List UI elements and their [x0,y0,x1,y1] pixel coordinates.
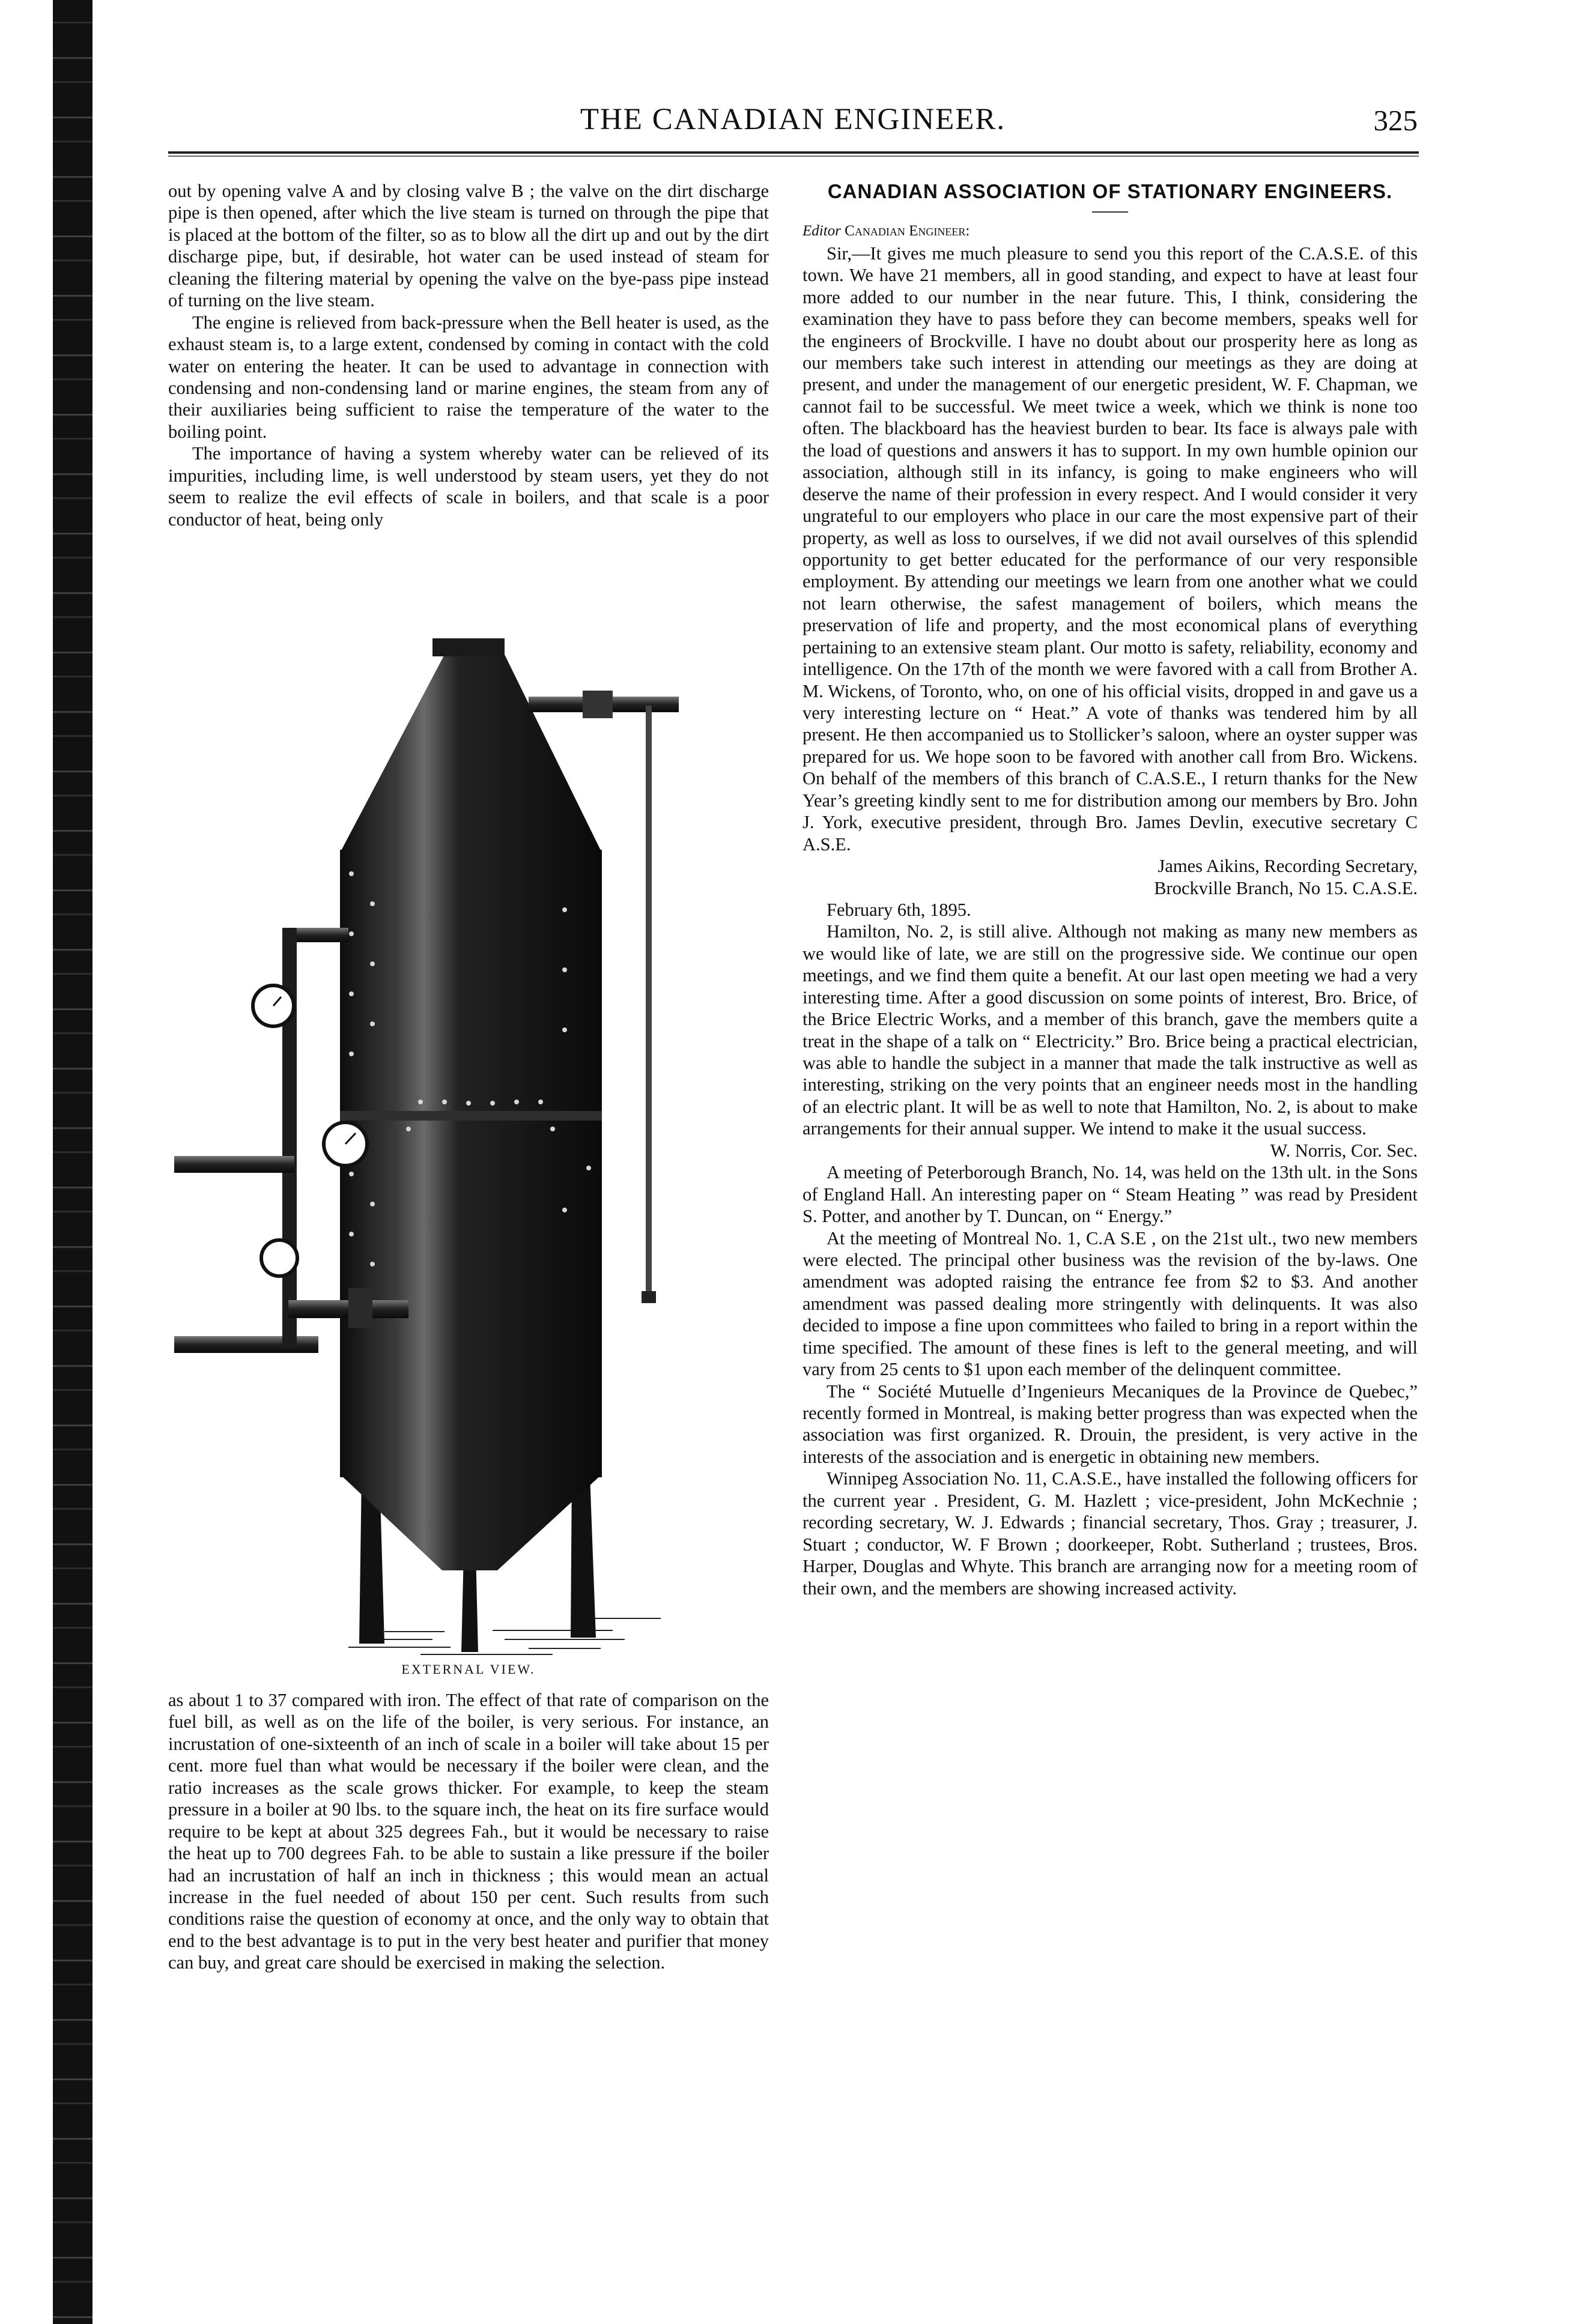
page-header [168,102,1418,150]
section-title: CANADIAN ASSOCIATION OF STATIONARY ENGINEERS. [827,180,1393,202]
paragraph: At the meeting of Montreal No. 1, C.A S.E , on the 21st ult., two new members were elected. The principal other business was the revision of the by-laws. One amendment was adopted raising the entrance fee from $2 to $3. And another amendment was passed dealing more stringently with delinquents. It was also decided to impose a fine upon committees who failed to bring in a report within the time specified. The amount of these fines is left to the general meeting, and will vary from 25 cents to $1 upon each member of the delinquent committee. [803,1227,1418,1380]
girth-seam [340,1111,602,1121]
left-column [168,180,769,1974]
figure-caption: EXTERNAL VIEW. [401,1661,536,1677]
letter-date: February 6th, 1895. [827,899,971,920]
paragraph: The “ Société Mutuelle d’Ingenieurs Mecaniques de la Province de Quebec,” recently formed in Montreal, is making better progress than was expected when the association was first organized. R. Drouin, the president, is very active in the interests of the association and is energetic in obtaining new members. [803,1381,1418,1467]
signature-recording-secretary: James Aikins, Recording Secretary, [1158,856,1418,877]
right-column [803,180,1418,1599]
page-number: 325 [1373,104,1418,137]
upper-valve [583,691,613,718]
gauge-rod-foot [642,1291,656,1303]
running-title: THE CANADIAN ENGINEER. [580,103,1006,136]
paragraph: The engine is relieved from back-pressure when the Bell heater is used, as the exhaust steam is, to a large extent, condensed by coming in contact with the cold water on entering the heater. It can be used to advantage in connection with condensing and non-condensing land or marine engines, the steam from any of their auxiliaries being sufficient to raise the temperature of the water to the boiling point. [168,312,769,442]
signature-branch: Brockville Branch, No 15. C.A.S.E. [1154,877,1418,898]
paragraph: Hamilton, No. 2, is still alive. Although not making as many new members as we would like of late, we are still on the progressive side. We continue our open meetings, and we find them quite a benefit. At our last open meeting we had a very interesting time. After a good discussion on some points of interest, Bro. Brice, of the Brice Electric Works, and a member of this branch, gave the members quite a treat in the shape of a talk on “ Electricity.” Bro. Brice being a practical electrician, was able to handle the subject in a manner that made the talk instructive as well as interesting, striking on the very points that an engineer needs most in the handling of an electric plant. It will be as well to note that Hamilton, No. 2, is about to make arrangements for their annual supper. We intend to make it the usual success. [803,921,1418,1139]
header-rule [168,151,1419,157]
book-binding-edge [53,0,93,2324]
top-flange [432,638,505,656]
title-rule [1092,211,1128,213]
tank-body [340,850,602,1477]
paragraph: as about 1 to 37 compared with iron. The effect of that rate of comparison on the fuel bill, as well as on the life of the boiler, is very serious. For instance, an incrustation of one-sixteenth of an inch of scale in a boiler will take about 15 per cent. more fuel than what would be necessary if the boiler were clean, and the ratio increases as the scale grows thicker. For example, to keep the steam pressure in a boiler at 90 lbs. to the square inch, the heat on its fire surface would require to be kept at about 325 degrees Fah., but it would be necessary to raise the heat up to 700 degrees Fah. to be able to sustain a like pressure if the boiler had an incrustation of half an inch in thickness ; this would mean an actual increase in the fuel needed of about 150 per cent. Such results from such conditions raise the question of economy at once, and the only way to obtain that end to the best advantage is to put in the very best heater and purifier that money can buy, and great care should be exercised in making the selection. [168,1690,769,1973]
signature-corresponding-secretary: W. Norris, Cor. Sec. [1270,1140,1418,1161]
paragraph: A meeting of Peterborough Branch, No. 14, was held on the 13th ult. in the Sons of England Hall. An interesting paper on “ Steam Heating ” was read by President S. Potter, and another by T. Duncan, on “ Energy.” [803,1162,1418,1227]
ground-hatching [348,1618,661,1654]
paragraph: out by opening valve A and by closing valve B ; the valve on the dirt discharge pipe is then opened, after which the live steam is turned on through the pipe that is placed at the bottom of the filter, so as to blow all the dirt up and out by the dirt discharge pipe, but, if desirable, hot water can be used instead of steam for cleaning the filtering material by opening the valve on the bye-pass pipe instead of turning on the live steam. [168,181,769,311]
paragraph: Winnipeg Association No. 11, C.A.S.E., have installed the following officers for the current year . President, G. M. Hazlett ; vice-president, John McKechnie ; recording secretary, W. J. Edwards ; financial secretary, Thos. Gray ; treasurer, J. Stuart ; conductor, W. F Brown ; doorkeeper, Robt. Sutherland ; trustees, Bros. Harper, Douglas and Whyte. This branch are arranging now for a meeting room of their own, and the members are showing increased activity. [803,1468,1418,1599]
editor-prefix: Editor [803,222,841,239]
paragraph: The importance of having a system whereby water can be relieved of its impurities, including lime, is well understood by steam users, yet they do not seem to realize the evil effects of scale in boilers, and that scale is a poor conductor of heat, being only [168,443,769,530]
salutation-heading [803,222,1418,240]
top-cone [340,655,602,853]
editor-name: Canadian Engineer: [845,222,970,239]
paragraph: Sir,—It gives me much pleasure to send you this report of the C.A.S.E. of this town. We have 21 members, all in good standing, and expect to have at least four more added to our number in the near future. This, I think, considering the examination they have to pass before they can become members, speaks well for the engineers of Brockville. I have no doubt about our prosperity here as long as our members take such interest in attending our meetings as they are doing at present, and under the management of our energetic president, W. F. Chapman, we cannot fail to be successful. We meet twice a week, which we think is none too often. The blackboard has the heaviest burden to bear. Its face is always pale with the load of questions and answers it has to support. In my own humble opinion our association, although still in its infancy, is going to make engineers who will deserve the name of their profession in every respect. And I would consider it very ungrateful to our employers who place in our care the most expensive part of their property, as well as loss to ourselves, if we did not avail ourselves of this splendid opportunity to get better educated for the performance of our very responsible employment. By attending our meetings we learn from one another what we could not learn otherwise, the safest management of boilers, which means the preservation of life and property, and the most economical plans of everything pertaining to an extensive steam plant. Our motto is safety, reliability, economy and intelligence. On the 17th of the month we were favored with a call from Brother A. M. Wickens, of Toronto, who, on one of his official visits, dropped in and gave us a very interesting lecture on “ Heat.” A vote of thanks was tendered him by all present. He then accompanied us to Stollicker’s saloon, where an oyster supper was prepared for us. We hope soon to be favored with another call from Bro. Wickens. On behalf of the members of this branch of C.A.S.E., I return thanks for the New Year’s greeting kindly sent to me for distribution among our members by Bro. John J. York, executive president, through Bro. James Devlin, executive secretary C A.S.E. [803,243,1418,855]
gauge-rod [646,706,652,1294]
heater-illustration [168,537,769,1684]
heater-engraving [168,537,769,1684]
